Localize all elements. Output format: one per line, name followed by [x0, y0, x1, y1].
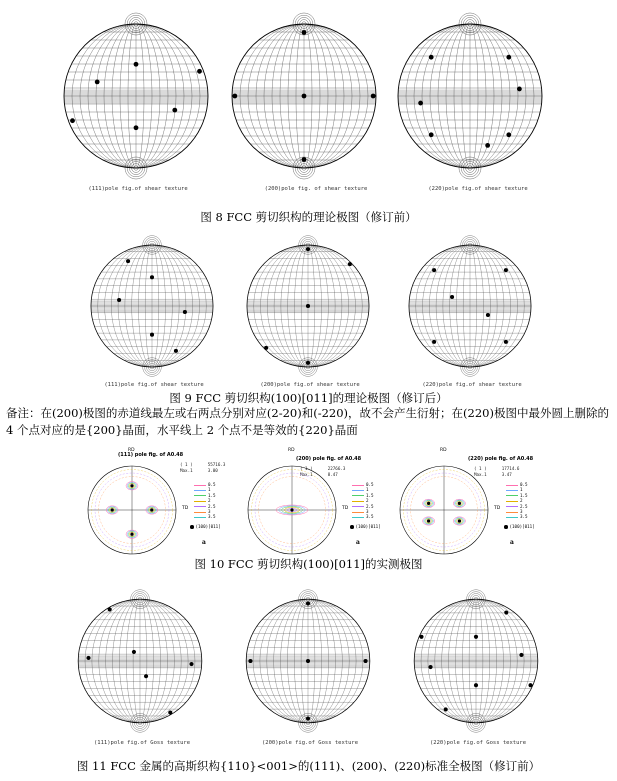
- wulff-net-icon: [228, 582, 388, 740]
- fig8-pole-figure-111: [56, 4, 216, 188]
- fig10-title-200: (200) pole fig. of A0.48: [296, 456, 362, 462]
- fig9-label-111: (111)pole fig.of shear texture: [104, 382, 204, 388]
- fig10-stat-111: ( 1 ) 55716.3 Max.1 3.00: [180, 462, 226, 473]
- fig10-mark-220: a: [510, 539, 514, 546]
- fig11-caption: 图 11 FCC 金属的高斯织构{110}<001>的(111)、(200)、(220)标准全极图（修订前）: [76, 759, 541, 773]
- fig11-pole-figure-111: [60, 582, 220, 740]
- fig9-pole-figure-220: [390, 228, 550, 384]
- fig10-caption: 图 10 FCC 剪切织构(100)[011]的实测极图: [194, 557, 423, 571]
- fig8-label-220: (220)pole fig.of shear texture: [428, 186, 528, 192]
- fig10-stat-220: ( 1 ) 17714.6 Max.1 3.47: [474, 466, 520, 477]
- fig10-key-220: (100)[011]: [504, 524, 535, 529]
- fig9-pole-figure-200: [228, 228, 388, 384]
- fig10-mark-111: a: [202, 539, 206, 546]
- fig10-pole-figure-111: [72, 458, 192, 558]
- fig9-label-200: (200)pole fig.of shear texture: [260, 382, 360, 388]
- figure-9: [0, 228, 617, 393]
- fig10-stat-200: ( 1 ) 22766.3 Max.1 8.47: [300, 466, 346, 477]
- fig8-pole-figure-220: [390, 4, 550, 188]
- fig8-label-200: (200)pole fig. of shear texture: [264, 186, 368, 192]
- wulff-net-icon: [72, 228, 232, 384]
- fig10-mark-200: a: [356, 539, 360, 546]
- fig10-rd-label-111: RD: [128, 448, 135, 453]
- fig9-label-220: (220)pole fig.of shear texture: [422, 382, 522, 388]
- fig10-td-label-220: TD: [494, 506, 501, 511]
- wulff-net-icon: [56, 4, 216, 188]
- fig10-rd-label-220: RD: [440, 448, 447, 453]
- fig10-key-111: (100)[011]: [190, 524, 221, 529]
- fig10-title-220: (220) pole fig. of A0.48: [468, 456, 534, 462]
- fig8-caption: 图 8 FCC 剪切织构的理论极图（修订前）: [200, 210, 417, 224]
- fig8-pole-figure-200: [224, 4, 384, 188]
- fig10-key-200: (100)[011]: [350, 524, 381, 529]
- fig11-label-111: (111)pole fig.of Goss texture: [93, 740, 191, 746]
- fig11-pole-figure-220: [396, 582, 556, 740]
- figure-8: [0, 0, 617, 230]
- measured-pole-figure-icon: [72, 458, 192, 558]
- fig9-pole-figure-111: [72, 228, 232, 384]
- fig10-td-label-200: TD: [342, 506, 349, 511]
- measured-pole-figure-icon: [232, 458, 352, 558]
- measured-pole-figure-icon: [384, 458, 504, 558]
- wulff-net-icon: [60, 582, 220, 740]
- fig10-title-111: (111) pole fig. of A0.48: [118, 452, 184, 458]
- fig9-caption: 图 9 FCC 剪切织构(100)[011]的理论极图（修订后）: [169, 391, 448, 405]
- wulff-net-icon: [390, 4, 550, 188]
- fig10-rd-label-200: RD: [288, 448, 295, 453]
- figure-10: [0, 450, 617, 558]
- fig10-pole-figure-220: [384, 458, 504, 558]
- note-paragraph: 备注：在(200)极图的赤道线最左或右两点分别对应(2-20)和(-220)，故不会产生衍射；在(220)极图中最外圆上删除的 4 个点对应的是{200}晶面，水平线上 2 个点不是等效的{220}晶面: [6, 406, 609, 437]
- fig10-legend-111: 0.5 1 1.5 2 2.5 3 3.5: [194, 482, 216, 520]
- fig11-label-220: (220)pole fig.of Goss texture: [429, 740, 527, 746]
- fig10-legend-200: 0.5 1 1.5 2 2.5 3 3.5: [352, 482, 374, 520]
- fig8-label-111: (111)pole fig.of shear texture: [88, 186, 188, 192]
- figure-11: [0, 582, 617, 757]
- fig11-pole-figure-200: [228, 582, 388, 740]
- fig10-pole-figure-200: [232, 458, 352, 558]
- fig11-label-200: (200)pole fig.of Goss texture: [261, 740, 359, 746]
- fig10-td-label-111: TD: [182, 506, 189, 511]
- wulff-net-icon: [224, 4, 384, 188]
- wulff-net-icon: [396, 582, 556, 740]
- fig10-legend-220: 0.5 1 1.5 2 2.5 3 3.5: [506, 482, 528, 520]
- wulff-net-icon: [390, 228, 550, 384]
- wulff-net-icon: [228, 228, 388, 384]
